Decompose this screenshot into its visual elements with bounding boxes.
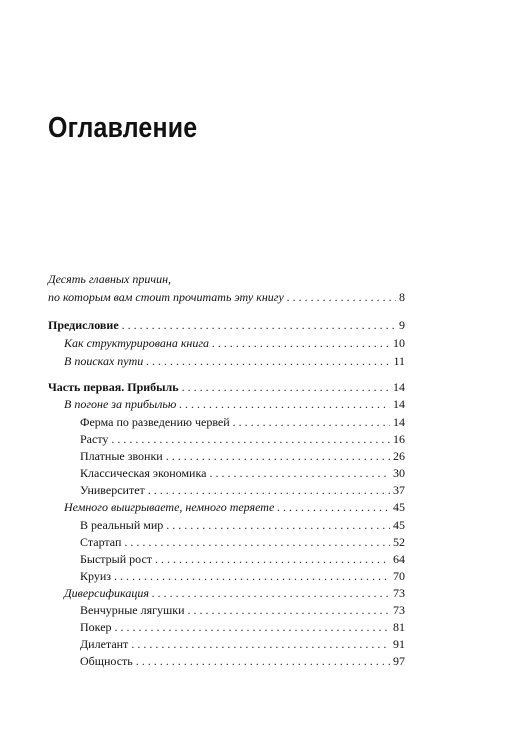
toc-page-number: 14 — [393, 397, 405, 411]
toc-entry-label: Классическая экономика — [80, 466, 207, 480]
toc-entry-structure[interactable] — [64, 336, 405, 350]
toc-entry-label: Расту — [80, 432, 109, 446]
dot-leader — [114, 569, 390, 583]
toc-page-number: 14 — [393, 415, 405, 429]
toc-entry-section[interactable] — [64, 397, 405, 411]
toc-entry-label: Университет — [80, 483, 145, 497]
toc-entry-chapter[interactable] — [80, 569, 405, 583]
dot-leader — [155, 552, 390, 566]
toc-page-number: 91 — [393, 637, 405, 651]
toc-entry-label: В поисках пути — [64, 354, 144, 368]
dot-leader — [136, 654, 390, 668]
dot-leader — [122, 318, 396, 332]
dot-leader — [179, 397, 390, 411]
toc-entry-intro[interactable] — [48, 290, 405, 304]
dot-leader — [148, 483, 390, 497]
toc-entry-label: Покер — [80, 620, 112, 634]
toc-entry-label: В реальный мир — [80, 518, 164, 532]
dot-leader — [287, 290, 396, 304]
toc-page-number: 52 — [393, 535, 405, 549]
toc-entry-label: Платные звонки — [80, 449, 163, 463]
toc-page-number: 37 — [393, 483, 405, 497]
dot-leader — [115, 620, 390, 634]
toc-page-number: 73 — [393, 603, 405, 617]
dot-leader — [277, 500, 390, 514]
toc-page-number: 45 — [393, 518, 405, 532]
toc-entry-chapter[interactable] — [80, 449, 405, 463]
toc-page-number: 10 — [393, 336, 405, 350]
toc-page-number: 16 — [393, 432, 405, 446]
toc-page-number: 45 — [393, 500, 405, 514]
dot-leader — [182, 380, 390, 394]
dot-leader — [131, 637, 390, 651]
toc-page-number: 73 — [393, 586, 405, 600]
dot-leader — [209, 466, 390, 480]
toc-entry-label: Как структурирована книга — [64, 336, 210, 350]
toc-entry-label: Стартап — [80, 535, 122, 549]
toc-entry-label: Общность — [80, 654, 133, 668]
toc-page-number: 81 — [393, 620, 405, 634]
toc-entry-section[interactable] — [64, 586, 405, 600]
dot-leader — [146, 354, 390, 368]
toc-entry-label: по которым вам стоит прочитать эту книгу — [48, 290, 284, 304]
dot-leader — [124, 535, 390, 549]
toc-entry-label: Круиз — [80, 569, 112, 583]
toc-entry-chapter[interactable] — [80, 637, 405, 651]
toc-page-number: 8 — [399, 290, 405, 304]
toc-entry-chapter[interactable] — [80, 415, 405, 429]
dot-leader — [166, 518, 390, 532]
toc-entry-chapter[interactable] — [80, 483, 405, 497]
toc-entry-label: Предисловие — [48, 318, 119, 332]
toc-page-number: 9 — [399, 318, 405, 332]
toc-entry-chapter[interactable] — [80, 518, 405, 532]
toc-entry-label: В погоне за прибылью — [64, 397, 177, 411]
toc-page-number: 30 — [393, 466, 405, 480]
toc-entry-chapter[interactable] — [80, 552, 405, 566]
toc-entry-label: Немного выигрываете, немного теряете — [64, 500, 275, 514]
toc-entry-chapter[interactable] — [80, 535, 405, 549]
toc-entry-chapter[interactable] — [80, 620, 405, 634]
toc-page-number: 70 — [393, 569, 405, 583]
toc-entry-label: Быстрый рост — [80, 552, 153, 566]
toc-page-number: 14 — [393, 380, 405, 394]
dot-leader — [111, 432, 390, 446]
toc-page-number: 26 — [393, 449, 405, 463]
dot-leader — [166, 449, 390, 463]
toc-entry-search-path[interactable] — [64, 354, 405, 368]
toc-entry-section[interactable] — [64, 500, 405, 514]
toc-entry-label: Диверсификация — [64, 586, 149, 600]
toc-entry-label: Ферма по разведению червей — [80, 415, 230, 429]
toc-entry-chapter[interactable] — [80, 603, 405, 617]
toc-entry-chapter[interactable] — [80, 432, 405, 446]
toc-entry-chapter[interactable] — [80, 466, 405, 480]
dot-leader — [188, 603, 390, 617]
toc-intro-line1: Десять главных причин, — [48, 272, 172, 286]
toc-entry-preface[interactable] — [48, 318, 405, 332]
dot-leader — [233, 415, 390, 429]
toc-entry-chapter[interactable] — [80, 654, 405, 668]
toc-entry-label: Часть первая. Прибыль — [48, 380, 179, 394]
toc-entry-label: Венчурные лягушки — [80, 603, 185, 617]
dot-leader — [152, 586, 390, 600]
dot-leader — [212, 336, 390, 350]
toc-page-number: 64 — [393, 552, 405, 566]
toc-page-number: 11 — [393, 354, 405, 368]
toc-entry-label: Дилетант — [80, 637, 129, 651]
page-title: Оглавление — [48, 112, 198, 144]
toc-page-number: 97 — [393, 654, 405, 668]
toc-entry-part1[interactable] — [48, 380, 405, 394]
